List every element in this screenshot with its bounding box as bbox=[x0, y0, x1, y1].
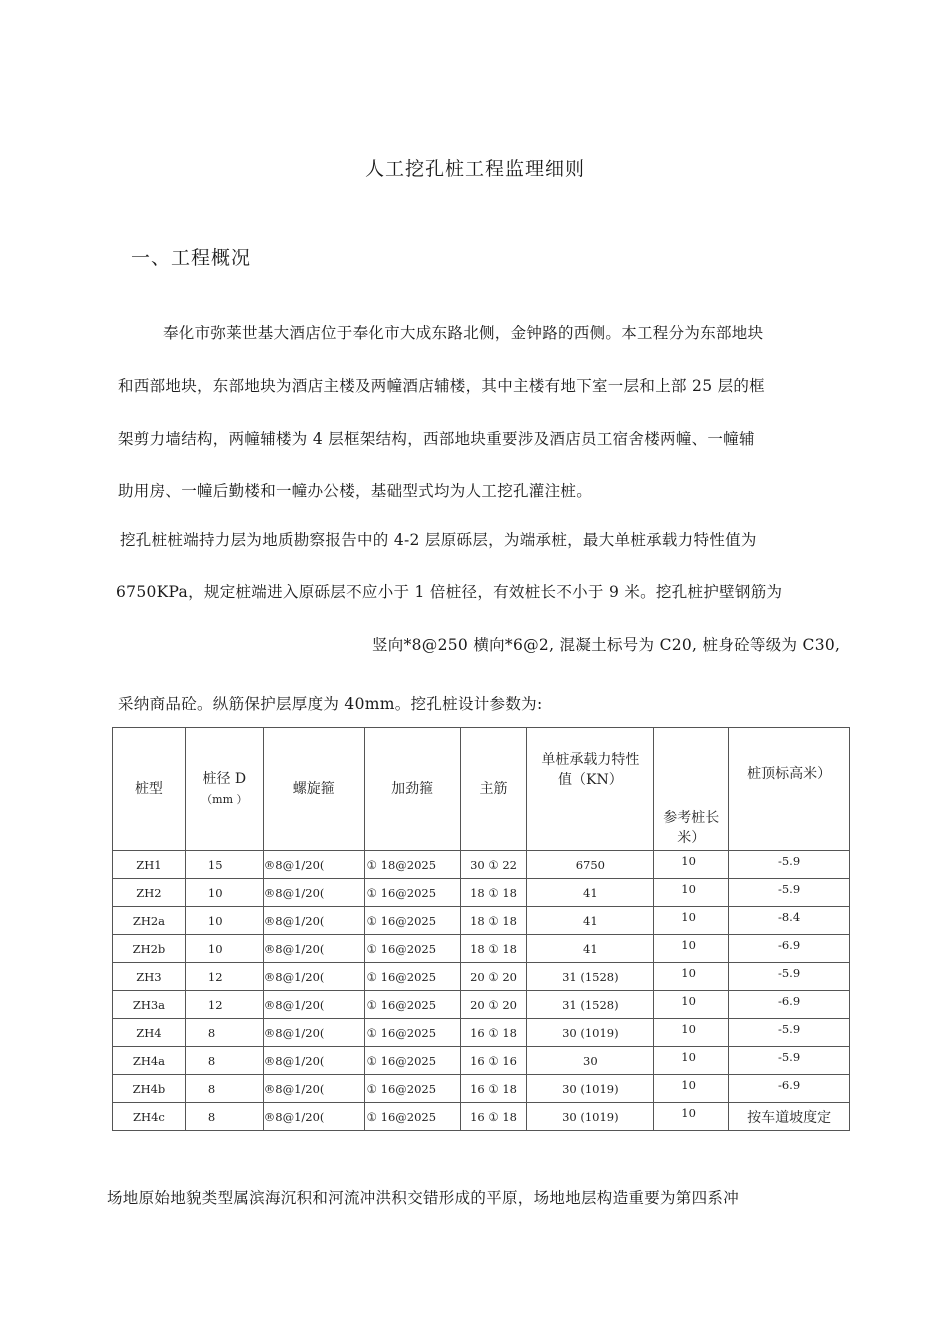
cell-stiffening-stirrup: ① 16@2025 bbox=[364, 1103, 460, 1131]
table-row bbox=[113, 879, 850, 907]
cell-pile-type: ZH3 bbox=[113, 963, 186, 991]
cell-pile-type: ZH2 bbox=[113, 879, 186, 907]
cell-diameter: 10 bbox=[185, 935, 263, 963]
paragraph2-line2: 6750KPa，规定桩端进入原砾层不应小于 1 倍桩径，有效桩长不小于 9 米。挖孔桩护壁钢筋为 bbox=[116, 583, 783, 601]
paragraph2-line3: 竖向*8@250 横向*6@2, 混凝土标号为 C20, 桩身砼等级为 C30, bbox=[372, 636, 841, 654]
cell-pile-type: ZH2b bbox=[113, 935, 186, 963]
paragraph2-line1: 挖孔桩桩端持力层为地质勘察报告中的 4-2 层原砾层，为端承桩，最大单桩承载力特性值为 bbox=[120, 531, 757, 549]
table-row bbox=[113, 1047, 850, 1075]
paragraph1-line2: 和西部地块，东部地块为酒店主楼及两幢酒店辅楼，其中主楼有地下室一层和上部 25 层的框 bbox=[118, 377, 765, 395]
cell-spiral-stirrup: ®8@1/20( bbox=[263, 1047, 364, 1075]
header-pile-type: 桩型 bbox=[113, 728, 186, 851]
cell-stiffening-stirrup: ① 16@2025 bbox=[364, 963, 460, 991]
header-diameter bbox=[185, 728, 263, 851]
paragraph1-line1: 奉化市弥莱世基大酒店位于奉化市大成东路北侧，金钟路的西侧。本工程分为东部地块 bbox=[163, 324, 764, 342]
cell-stiffening-stirrup: ① 16@2025 bbox=[364, 991, 460, 1019]
paragraph1-line4: 助用房、一幢后勤楼和一幢办公楼，基础型式均为人工挖孔灌注桩。 bbox=[118, 482, 593, 500]
table-row bbox=[113, 1103, 850, 1131]
cell-pile-type: ZH4 bbox=[113, 1019, 186, 1047]
header-capacity-line1: 单桩承载力特性 bbox=[541, 752, 640, 768]
cell-main-bar: 20 ① 20 bbox=[460, 963, 527, 991]
cell-capacity: 41 bbox=[527, 935, 654, 963]
cell-capacity: 30 bbox=[527, 1047, 654, 1075]
header-top-elevation: 桩顶标高米） bbox=[729, 728, 850, 851]
cell-top-elevation: -6.9 bbox=[729, 991, 850, 1019]
pile-parameter-table bbox=[112, 727, 850, 1131]
cell-spiral-stirrup: ®8@1/20( bbox=[263, 1103, 364, 1131]
header-diameter-unit: （mm ） bbox=[201, 792, 248, 806]
header-ref-length bbox=[654, 728, 729, 851]
table-row bbox=[113, 907, 850, 935]
table-row bbox=[113, 851, 850, 879]
cell-main-bar: 18 ① 18 bbox=[460, 879, 527, 907]
cell-stiffening-stirrup: ① 16@2025 bbox=[364, 1047, 460, 1075]
header-stiffening-stirrup: 加劲箍 bbox=[364, 728, 460, 851]
cell-diameter: 10 bbox=[185, 879, 263, 907]
cell-capacity: 41 bbox=[527, 907, 654, 935]
cell-ref-length: 10 bbox=[654, 1019, 729, 1047]
header-capacity-line2: 值（KN） bbox=[557, 772, 623, 788]
table-row bbox=[113, 935, 850, 963]
table-header-row bbox=[113, 728, 850, 851]
cell-ref-length: 10 bbox=[654, 991, 729, 1019]
cell-spiral-stirrup: ®8@1/20( bbox=[263, 935, 364, 963]
paragraph3-line1: 场地原始地貌类型属滨海沉积和河流冲洪积交错形成的平原，场地地层构造重要为第四系冲 bbox=[107, 1189, 740, 1207]
cell-capacity: 30 (1019) bbox=[527, 1075, 654, 1103]
cell-capacity: 6750 bbox=[527, 851, 654, 879]
paragraph2-line4: 采纳商品砼。纵筋保护层厚度为 40mm。挖孔桩设计参数为: bbox=[118, 695, 543, 713]
cell-stiffening-stirrup: ① 16@2025 bbox=[364, 879, 460, 907]
cell-ref-length: 10 bbox=[654, 879, 729, 907]
cell-spiral-stirrup: ®8@1/20( bbox=[263, 1019, 364, 1047]
cell-diameter: 12 bbox=[185, 963, 263, 991]
cell-top-elevation: -6.9 bbox=[729, 935, 850, 963]
cell-diameter: 15 bbox=[185, 851, 263, 879]
cell-main-bar: 16 ① 18 bbox=[460, 1103, 527, 1131]
cell-diameter: 12 bbox=[185, 991, 263, 1019]
cell-spiral-stirrup: ®8@1/20( bbox=[263, 963, 364, 991]
table-row bbox=[113, 1019, 850, 1047]
cell-top-elevation: -5.9 bbox=[729, 1019, 850, 1047]
cell-main-bar: 18 ① 18 bbox=[460, 907, 527, 935]
cell-capacity: 30 (1019) bbox=[527, 1019, 654, 1047]
table-row bbox=[113, 963, 850, 991]
cell-main-bar: 16 ① 18 bbox=[460, 1019, 527, 1047]
table-row bbox=[113, 1075, 850, 1103]
cell-main-bar: 30 ① 22 bbox=[460, 851, 527, 879]
table-row bbox=[113, 991, 850, 1019]
header-main-bar: 主筋 bbox=[460, 728, 527, 851]
header-ref-length-line1: 参考桩长 bbox=[663, 810, 720, 826]
cell-spiral-stirrup: ®8@1/20( bbox=[263, 1075, 364, 1103]
cell-spiral-stirrup: ®8@1/20( bbox=[263, 879, 364, 907]
cell-top-elevation: -5.9 bbox=[729, 851, 850, 879]
cell-main-bar: 18 ① 18 bbox=[460, 935, 527, 963]
cell-ref-length: 10 bbox=[654, 1075, 729, 1103]
header-spiral-stirrup: 螺旋箍 bbox=[263, 728, 364, 851]
section-heading: 一、工程概况 bbox=[131, 247, 252, 269]
header-ref-length-line2: 米） bbox=[677, 830, 706, 846]
cell-pile-type: ZH1 bbox=[113, 851, 186, 879]
cell-ref-length: 10 bbox=[654, 963, 729, 991]
cell-pile-type: ZH4b bbox=[113, 1075, 186, 1103]
cell-stiffening-stirrup: ① 16@2025 bbox=[364, 1019, 460, 1047]
cell-ref-length: 10 bbox=[654, 907, 729, 935]
cell-ref-length: 10 bbox=[654, 1103, 729, 1131]
cell-pile-type: ZH4a bbox=[113, 1047, 186, 1075]
cell-top-elevation: -8.4 bbox=[729, 907, 850, 935]
cell-main-bar: 16 ① 18 bbox=[460, 1075, 527, 1103]
cell-ref-length: 10 bbox=[654, 851, 729, 879]
cell-ref-length: 10 bbox=[654, 935, 729, 963]
cell-diameter: 8 bbox=[185, 1103, 263, 1131]
header-capacity bbox=[527, 728, 654, 851]
cell-diameter: 10 bbox=[185, 907, 263, 935]
cell-spiral-stirrup: ®8@1/20( bbox=[263, 907, 364, 935]
cell-pile-type: ZH3a bbox=[113, 991, 186, 1019]
cell-top-elevation: -5.9 bbox=[729, 1047, 850, 1075]
cell-pile-type: ZH4c bbox=[113, 1103, 186, 1131]
cell-pile-type: ZH2a bbox=[113, 907, 186, 935]
cell-capacity: 30 (1019) bbox=[527, 1103, 654, 1131]
cell-top-elevation: -5.9 bbox=[729, 963, 850, 991]
cell-stiffening-stirrup: ① 16@2025 bbox=[364, 935, 460, 963]
document-title: 人工挖孔桩工程监理细则 bbox=[364, 158, 585, 180]
cell-capacity: 41 bbox=[527, 879, 654, 907]
cell-diameter: 8 bbox=[185, 1019, 263, 1047]
cell-stiffening-stirrup: ① 16@2025 bbox=[364, 907, 460, 935]
cell-diameter: 8 bbox=[185, 1047, 263, 1075]
cell-top-elevation: 按车道坡度定 bbox=[729, 1103, 850, 1131]
cell-capacity: 31 (1528) bbox=[527, 991, 654, 1019]
cell-top-elevation: -5.9 bbox=[729, 879, 850, 907]
cell-stiffening-stirrup: ① 16@2025 bbox=[364, 1075, 460, 1103]
cell-diameter: 8 bbox=[185, 1075, 263, 1103]
header-diameter-label: 桩径 D bbox=[202, 770, 247, 787]
cell-spiral-stirrup: ®8@1/20( bbox=[263, 851, 364, 879]
cell-stiffening-stirrup: ① 18@2025 bbox=[364, 851, 460, 879]
cell-spiral-stirrup: ®8@1/20( bbox=[263, 991, 364, 1019]
cell-ref-length: 10 bbox=[654, 1047, 729, 1075]
cell-main-bar: 20 ① 20 bbox=[460, 991, 527, 1019]
cell-top-elevation: -6.9 bbox=[729, 1075, 850, 1103]
cell-capacity: 31 (1528) bbox=[527, 963, 654, 991]
paragraph1-line3: 架剪力墙结构，两幢辅楼为 4 层框架结构，西部地块重要涉及酒店员工宿舍楼两幢、一幢辅 bbox=[118, 430, 755, 448]
cell-main-bar: 16 ① 16 bbox=[460, 1047, 527, 1075]
